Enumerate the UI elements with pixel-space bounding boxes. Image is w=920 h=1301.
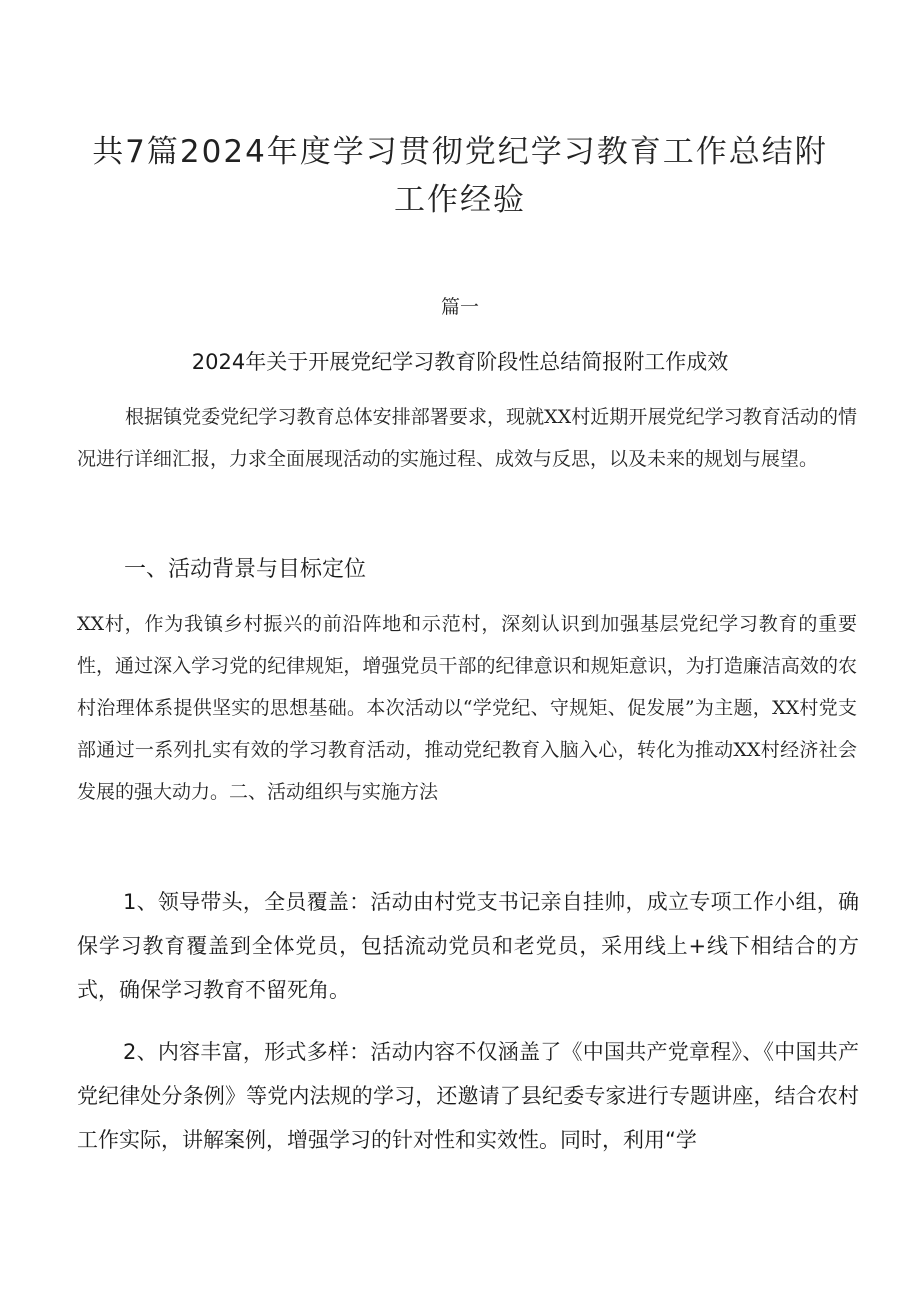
item-1-paragraph: 1、领导带头，全员覆盖：活动由村党支书记亲自挂帅，成立专项工作小组，确保学习教育覆盖到全体党员，包括流动党员和老党员，采用线上+线下相结合的方式，确保学习教育不留死角。 bbox=[77, 890, 859, 1002]
item-2-paragraph: 2、内容丰富，形式多样：活动内容不仅涵盖了《中国共产党章程》、《中国共产党纪律处分条例》等党内法规的学习，还邀请了县纪委专家进行专题讲座，结合农村工作实际，讲解案例，增强学习的针对性和实效性。同时，利用“学 bbox=[77, 1040, 859, 1152]
section-label: 篇一 bbox=[440, 296, 479, 318]
background-paragraph: XX村，作为我镇乡村振兴的前沿阵地和示范村，深刻认识到加强基层党纪学习教育的重要性，通过深入学习党的纪律规矩，增强党员干部的纪律意识和规矩意识，为打造廉洁高效的农村治理体系提供坚实的思想基础。本次活动以“学党纪、守规矩、促发展”为主题，XX村党支部通过一系列扎实有效的学习教育活动，推动党纪教育入脑入心，转化为推动XX村经济社会发展的强大动力。二、活动组织与实施方法 bbox=[77, 613, 857, 803]
intro-paragraph: 根据镇党委党纪学习教育总体安排部署要求，现就XX村近期开展党纪学习教育活动的情况进行详细汇报，力求全面展现活动的实施过程、成效与反思，以及未来的规划与展望。 bbox=[77, 406, 857, 470]
article-subtitle: 2024年关于开展党纪学习教育阶段性总结简报附工作成效 bbox=[191, 350, 729, 374]
section-heading-background: 一、活动背景与目标定位 bbox=[124, 557, 367, 582]
document-title-line-2: 工作经验 bbox=[394, 182, 526, 218]
document-title-line-1: 共7篇2024年度学习贯彻党纪学习教育工作总结附 bbox=[92, 134, 828, 170]
